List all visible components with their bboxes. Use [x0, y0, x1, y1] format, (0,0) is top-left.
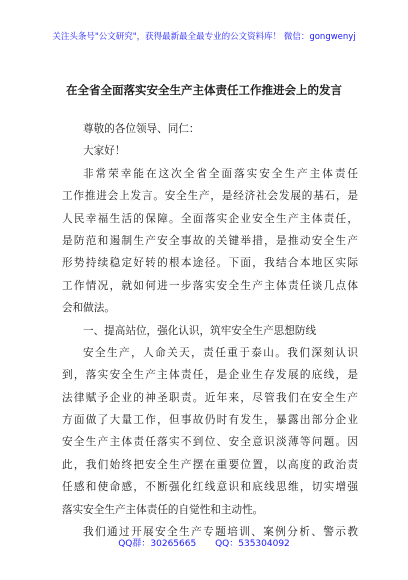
text-line: 安全生产主体责任落实不到位、安全意识淡薄等问题。因	[62, 436, 358, 449]
header-banner: 关注头条号"公文研究"，获得最新最全最专业的公文资料库！ 微信：gongwenyj	[52, 32, 356, 42]
text-line: 工作情况，就如何进一步落实安全生产主体责任谈几点体	[62, 279, 358, 292]
text-line: 尊敬的各位领导、同仁：	[83, 123, 200, 135]
text-line: 大家好！	[83, 145, 126, 158]
text-line: 法律赋予企业的神圣职责。近年来，尽管我们在安全生产	[62, 391, 358, 404]
footer-qq: QQ：535304092	[215, 539, 290, 549]
document-title: 在全省全面落实安全生产主体责任工作推进会上的发言	[66, 83, 342, 97]
document-body	[62, 118, 358, 543]
text-line: 任感和使命感，不断强化红线意识和底线思维，切实增强	[62, 481, 358, 494]
text-line: 形势持续稳定好转的根本途径。下面，我结合本地区实际	[62, 257, 358, 270]
text-line: 到，落实安全生产主体责任，是企业生存发展的底线，是	[62, 369, 358, 382]
text-line: 安全生产，人命关天，责任重于泰山。我们深刻认识	[83, 346, 358, 359]
text-line: 人民幸福生活的保障。全面落实企业安全生产主体责任，	[62, 212, 358, 225]
text-line: 工作推进会上发言。安全生产，是经济社会发展的基石，是	[62, 190, 358, 203]
text-line: 非常荣幸能在这次全省全面落实安全生产主体责任	[83, 167, 358, 180]
text-line: 此，我们始终把安全生产摆在重要位置，以高度的政治责	[62, 458, 358, 471]
text-line: 会和做法。	[62, 302, 115, 315]
footer-qq-group: QQ群：30265665	[118, 539, 197, 549]
text-line: 一、提高站位，强化认识，筑牢安全生产思想防线	[83, 324, 317, 337]
text-line: 是防范和遏制生产安全事故的关键举措，是推动安全生产	[62, 234, 358, 247]
text-line: 落实安全生产主体责任的自觉性和主动性。	[62, 503, 264, 516]
text-line: 我们通过开展安全生产专题培训、案例分析、警示教	[83, 526, 358, 539]
footer-contact	[0, 536, 408, 549]
text-line: 方面做了大量工作，但事故仍时有发生，暴露出部分企业	[62, 414, 358, 427]
